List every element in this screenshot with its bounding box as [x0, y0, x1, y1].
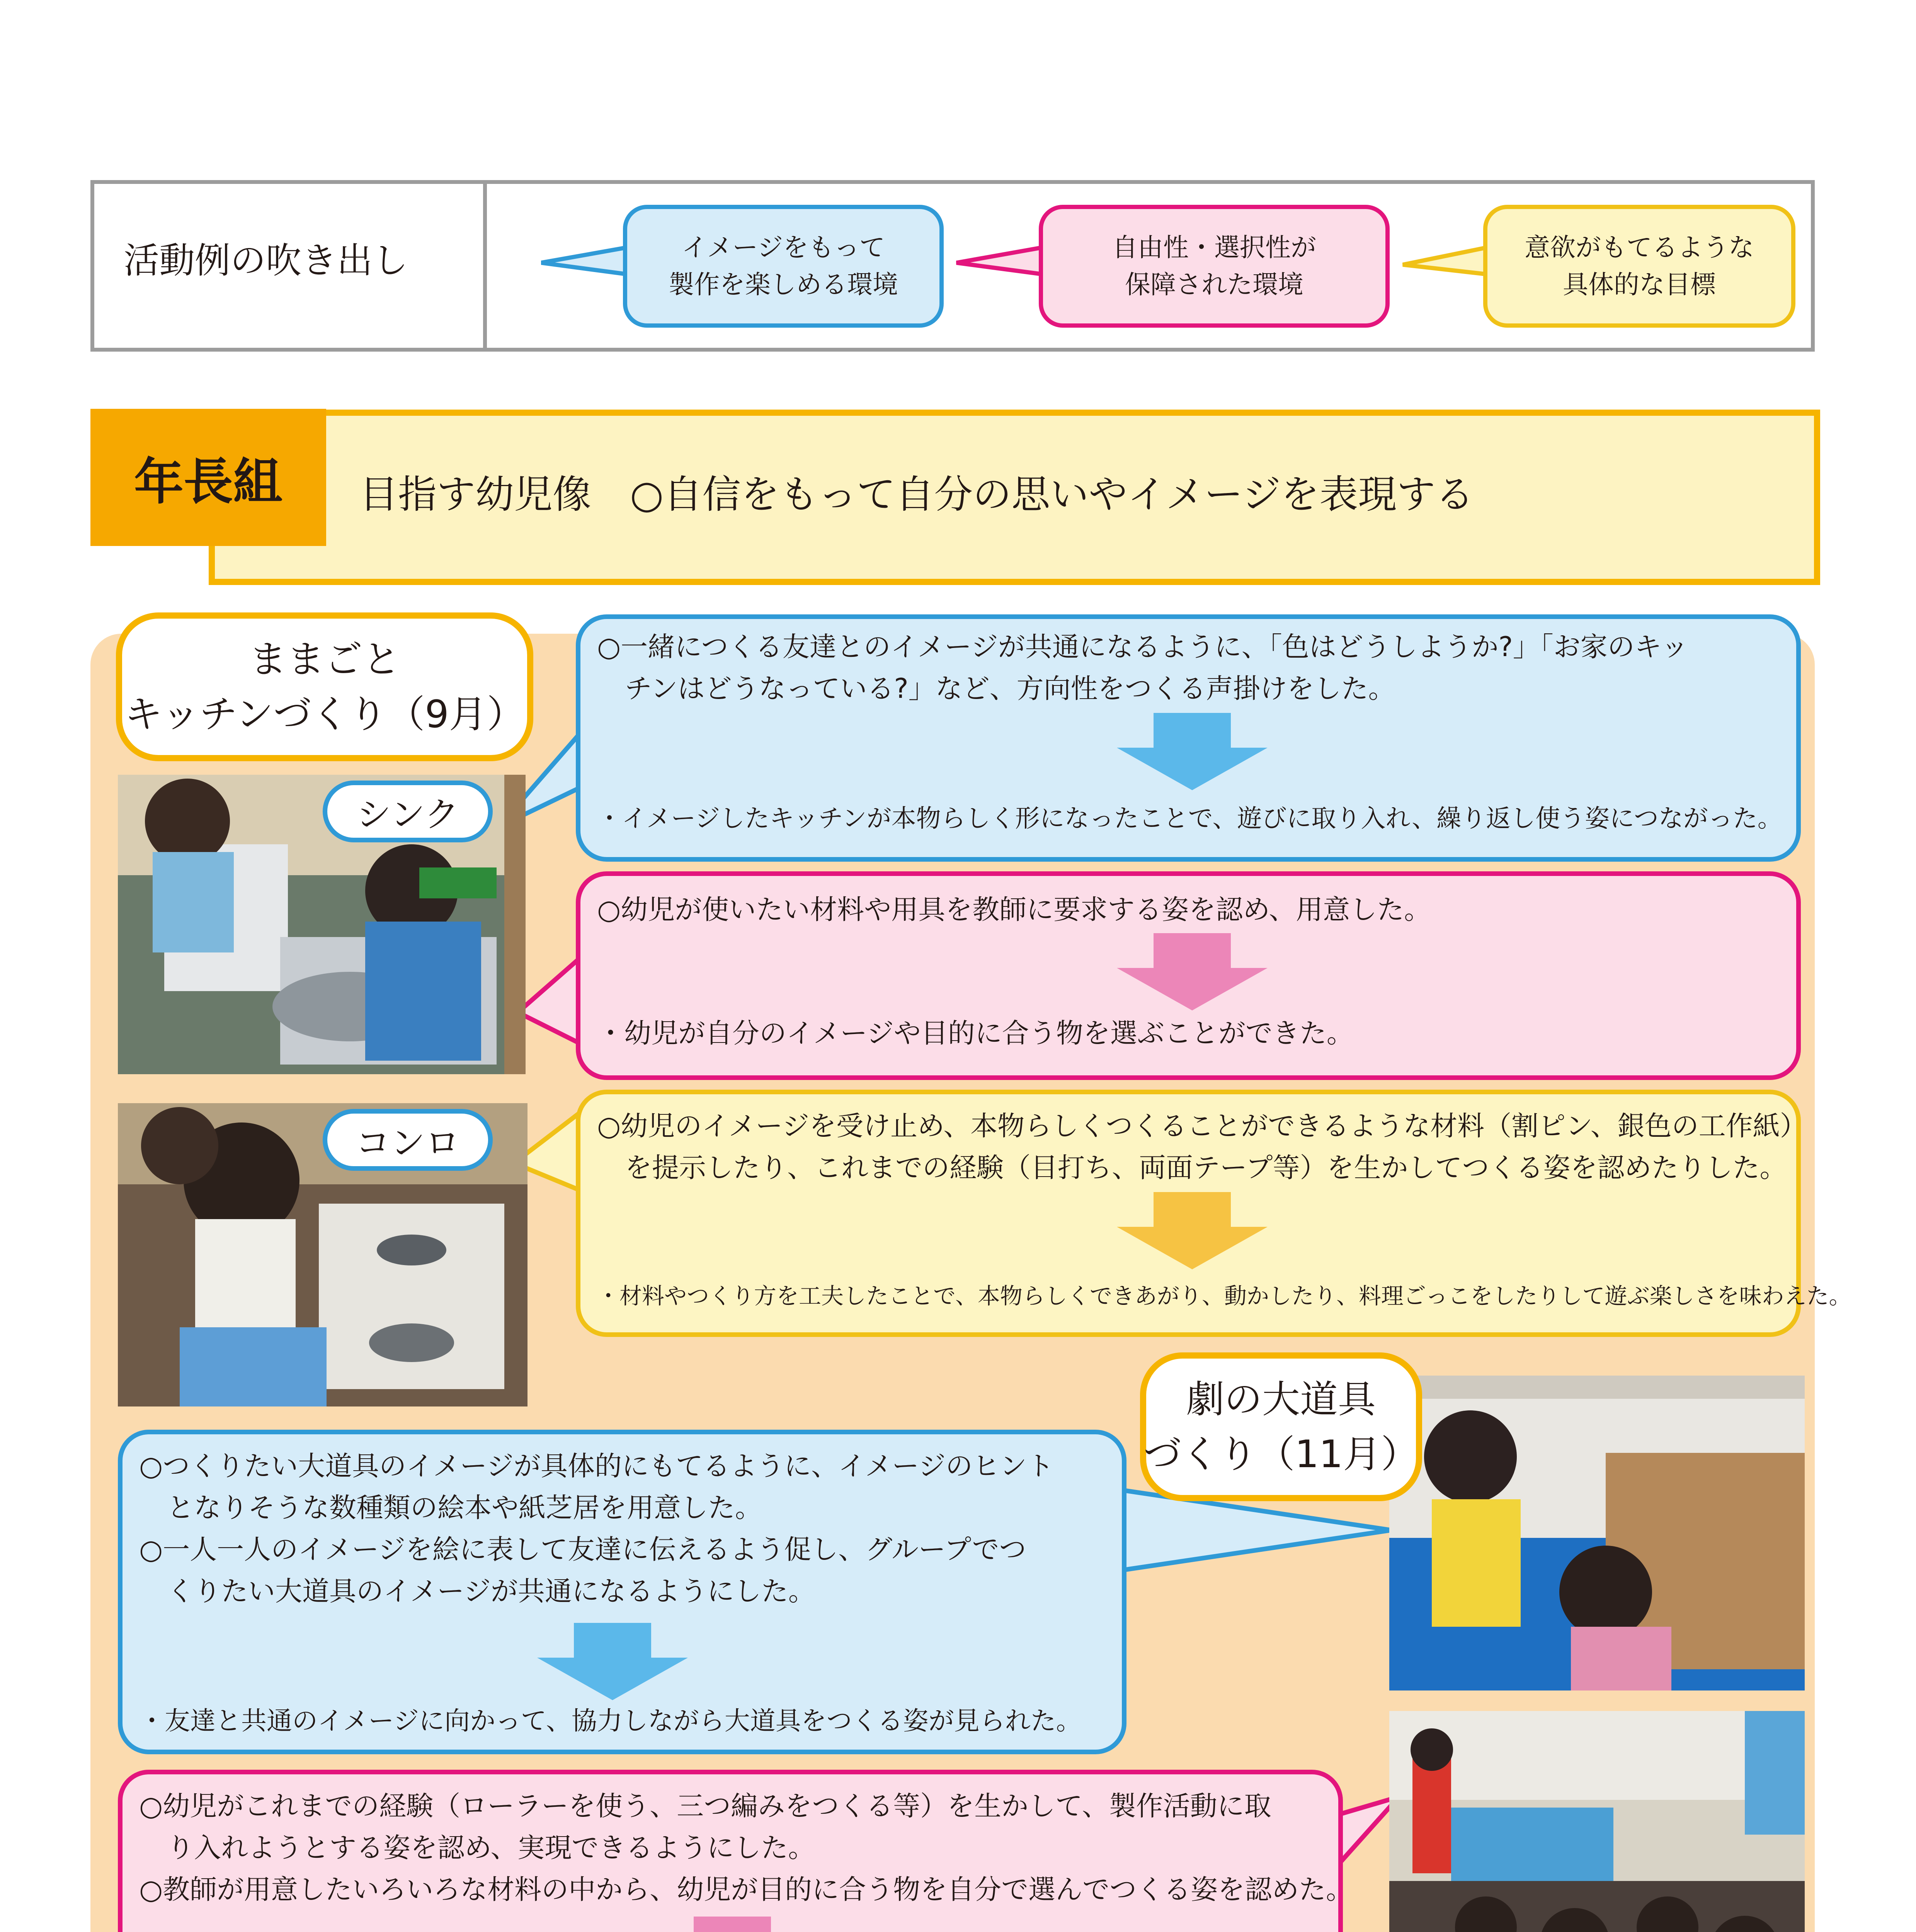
arrow-down-icon [1117, 933, 1268, 1010]
b2-line1: ○幼児が使いたい材料や用具を教師に要求する姿を認め、用意した。 [597, 894, 1431, 925]
legend-bubble-2-line1: 自由性・選択性が [1112, 233, 1316, 262]
b4-line4: くりたい大道具のイメージが共通になるようにした。 [167, 1575, 815, 1607]
kitchen-title-pill [116, 612, 533, 761]
bubble-props-2-text [139, 1785, 1353, 1910]
legend-bubble-1-line2: 製作を楽しめる環境 [669, 270, 898, 299]
arrow-down-icon [657, 1917, 808, 1932]
legend-bubble-3-line1: 意欲がもてるような [1525, 233, 1754, 262]
props-title-line2: づくり（11月） [1143, 1432, 1419, 1476]
b3-line2: を提示したり、これまでの経験（目打ち、両面テープ等）を生かしてつくる姿を認めたりした。 [625, 1152, 1787, 1184]
b2-result: ・幼児が自分のイメージや目的に合う物を選ぶことができた。 [597, 1017, 1354, 1049]
sink-label [323, 781, 493, 842]
b3-line1: ○幼児のイメージを受け止め、本物らしくつくることができるような材料（割ピン、銀色の工作紙） [597, 1110, 1807, 1142]
arrow-down-icon [1117, 713, 1268, 790]
props-title-line1: 劇の大道具 [1186, 1377, 1376, 1422]
arrow-down-icon [537, 1623, 688, 1700]
b5-line1: ○幼児がこれまでの経験（ローラーを使う、三つ編みをつくる等）を生かして、製作活動に取 [139, 1790, 1271, 1822]
bubble-kitchen-1-text [597, 626, 1688, 709]
stove-label [323, 1109, 493, 1171]
stove-label-text: コンロ [356, 1123, 460, 1163]
b5-line3: ○教師が用意したいろいろな材料の中から、幼児が目的に合う物を自分で選んでつくる姿を認めた。 [139, 1874, 1353, 1905]
b5-line2: り入れようとする姿を認め、実現できるようにした。 [167, 1832, 815, 1864]
bubble-kitchen-3-text [597, 1105, 1807, 1189]
b1-result: ・イメージしたキッチンが本物らしく形になったことで、遊びに取り入れ、繰り返し使う姿につながった。 [597, 804, 1782, 833]
b4-line2: となりそうな数種類の絵本や紙芝居を用意した。 [167, 1492, 762, 1524]
b4-line3: ○一人一人のイメージを絵に表して友達に伝えるよう促し、グループでつ [139, 1534, 1026, 1565]
legend-bubble-3-line2: 具体的な目標 [1563, 270, 1716, 299]
props-title-pill [1140, 1352, 1422, 1501]
bubble-props-1-text [139, 1445, 1054, 1612]
legend-bubble-2-line2: 保障された環境 [1125, 270, 1303, 299]
goal-text: 目指す幼児像 ○自信をもって自分の思いやイメージを表現する [359, 472, 1474, 517]
photo-props-2 [1389, 1711, 1805, 1932]
b4-line1: ○つくりたい大道具のイメージが具体的にもてるように、イメージのヒント [139, 1450, 1054, 1482]
photo-props-1 [1389, 1376, 1805, 1690]
legend-bubble-1-line1: イメージをもって [681, 233, 885, 262]
class-tag: 年長組 [90, 409, 326, 546]
b3-result: ・材料やつくり方を工夫したことで、本物らしくできあがり、動かしたり、料理ごっこをしたりして遊ぶ楽しさを味わえた。 [597, 1283, 1851, 1309]
kitchen-title-line1: ままごと [248, 637, 400, 682]
legend-title: 活動例の吹き出し [124, 240, 408, 281]
b1-line1: ○一緒につくる友達とのイメージが共通になるように、「色はどうしようか?」「お家のキッ [597, 631, 1688, 663]
sink-label-text: シンク [356, 794, 459, 835]
kitchen-title-line2: キッチンづくり（9月） [124, 692, 525, 736]
arrow-down-icon [1117, 1192, 1268, 1269]
b1-line2: チンはどうなっている?」など、方向性をつくる声掛けをした。 [625, 673, 1395, 704]
b4-result: ・友達と共通のイメージに向かって、協力しながら大道具をつくる姿が見られた。 [139, 1706, 1082, 1736]
